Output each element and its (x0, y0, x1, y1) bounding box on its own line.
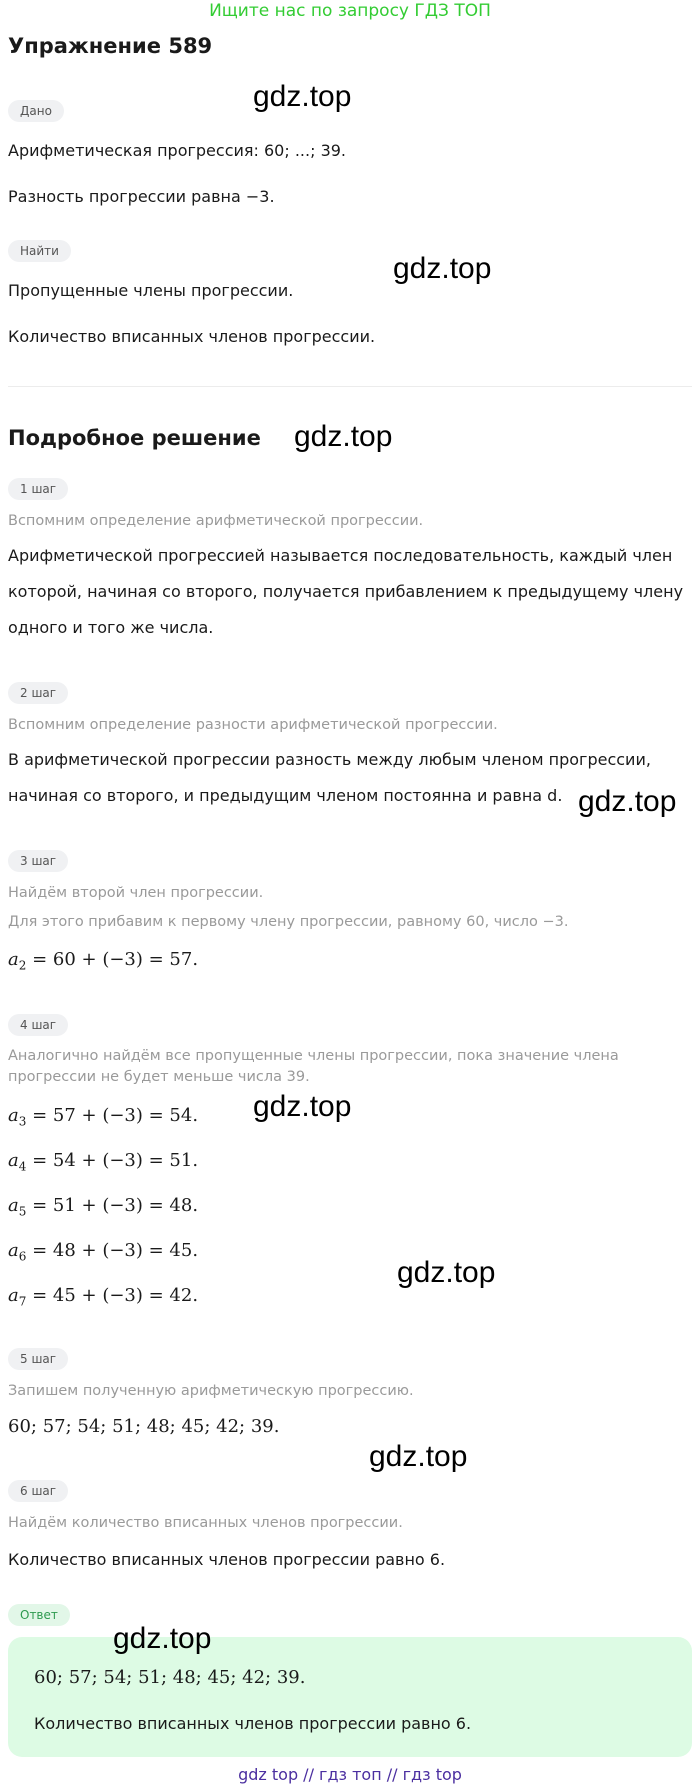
answer-progression: 60; 57; 54; 51; 48; 45; 42; 39. (34, 1667, 306, 1688)
watermark: gdz.top (393, 252, 492, 285)
given-section (8, 100, 64, 122)
solution-title: Подробное решение (8, 426, 261, 450)
footer-links[interactable]: gdz top // гдз топ // гдз top (238, 1765, 462, 1784)
formula-subscript: 3 (18, 1114, 27, 1129)
step-5 (8, 1348, 68, 1370)
step-badge: 2 шаг (8, 682, 68, 704)
step-1 (8, 478, 68, 500)
step-hint: Запишем полученную арифметическую прогрессию. (8, 1383, 414, 1399)
formula-subscript: 7 (18, 1294, 27, 1309)
find-line-missing: Пропущенные члены прогрессии. (8, 281, 294, 300)
step-hint: Вспомним определение арифметической прогрессии. (8, 513, 424, 529)
step-hint-secondary: Для этого прибавим к первому члену прогрессии, равному 60, число −3. (8, 914, 569, 930)
watermark: gdz.top (113, 1622, 212, 1655)
formula-line (8, 1194, 198, 1224)
step-text: Количество вписанных членов прогрессии равно 6. (8, 1550, 446, 1569)
progression-result: 60; 57; 54; 51; 48; 45; 42; 39. (8, 1416, 280, 1437)
answer-box (8, 1637, 692, 1757)
formula-line (8, 948, 198, 978)
step-3 (8, 850, 68, 872)
step-text: В арифметической прогрессии разность между любым членом прогрессии, начиная со второго, и предыдущим членом постоянна и равна d. (8, 750, 651, 805)
watermark: gdz.top (294, 420, 393, 453)
answer-badge: Ответ (8, 1604, 70, 1626)
formula-line (8, 1239, 198, 1269)
step-4 (8, 1014, 68, 1036)
given-badge: Дано (8, 100, 64, 122)
answer-badge-wrap (8, 1604, 70, 1626)
section-divider (8, 386, 692, 387)
formula-symbol: a (8, 1150, 19, 1171)
formula-line (8, 1149, 198, 1179)
step-hint: Найдём второй член прогрессии. (8, 885, 264, 901)
formula-symbol: a (8, 1285, 19, 1306)
step-hint: Аналогично найдём все пропущенные члены прогрессии, пока значение члена прогрессии не будет меньше числа 39. (8, 1048, 619, 1085)
watermark: gdz.top (253, 1090, 352, 1123)
watermark: gdz.top (253, 80, 352, 113)
step-6 (8, 1480, 68, 1502)
formula-symbol: a (8, 949, 19, 970)
formula-expression: = 48 + (−3) = 45. (26, 1240, 199, 1261)
step-badge: 3 шаг (8, 850, 68, 872)
formula-expression: = 45 + (−3) = 42. (26, 1285, 199, 1306)
formula-symbol: a (8, 1240, 19, 1261)
watermark: gdz.top (397, 1256, 496, 1289)
find-line-count: Количество вписанных членов прогрессии. (8, 327, 376, 346)
given-line-difference: Разность прогрессии равна −3. (8, 187, 275, 206)
formula-expression: = 60 + (−3) = 57. (26, 949, 199, 970)
step-2 (8, 682, 68, 704)
find-badge: Найти (8, 240, 71, 262)
formula-symbol: a (8, 1195, 19, 1216)
formula-expression: = 54 + (−3) = 51. (26, 1150, 199, 1171)
find-section (8, 240, 71, 262)
step-hint: Вспомним определение разности арифметической прогрессии. (8, 717, 498, 733)
formula-expression: = 57 + (−3) = 54. (26, 1105, 199, 1126)
formula-symbol: a (8, 1105, 19, 1126)
step-badge: 6 шаг (8, 1480, 68, 1502)
formula-line (8, 1284, 198, 1314)
step-badge: 5 шаг (8, 1348, 68, 1370)
formula-subscript: 2 (18, 958, 27, 973)
formula-subscript: 6 (18, 1249, 27, 1264)
step-text: Арифметической прогрессией называется последовательность, каждый член которой, начиная со второго, получается прибавлением к предыдущему члену одного и того же числа. (8, 546, 684, 637)
watermark: gdz.top (578, 785, 677, 818)
watermark: gdz.top (369, 1440, 468, 1473)
formula-subscript: 5 (18, 1204, 27, 1219)
formula-line (8, 1104, 198, 1134)
formula-expression: = 51 + (−3) = 48. (26, 1195, 199, 1216)
formula-subscript: 4 (18, 1159, 27, 1174)
step-badge: 4 шаг (8, 1014, 68, 1036)
page-title: Упражнение 589 (8, 34, 213, 58)
given-line-progression: Арифметическая прогрессия: 60; ...; 39. (8, 141, 347, 160)
search-banner[interactable]: Ищите нас по запросу ГДЗ ТОП (209, 1, 491, 21)
step-hint: Найдём количество вписанных членов прогрессии. (8, 1515, 403, 1531)
step-badge: 1 шаг (8, 478, 68, 500)
answer-count: Количество вписанных членов прогрессии равно 6. (34, 1714, 472, 1733)
